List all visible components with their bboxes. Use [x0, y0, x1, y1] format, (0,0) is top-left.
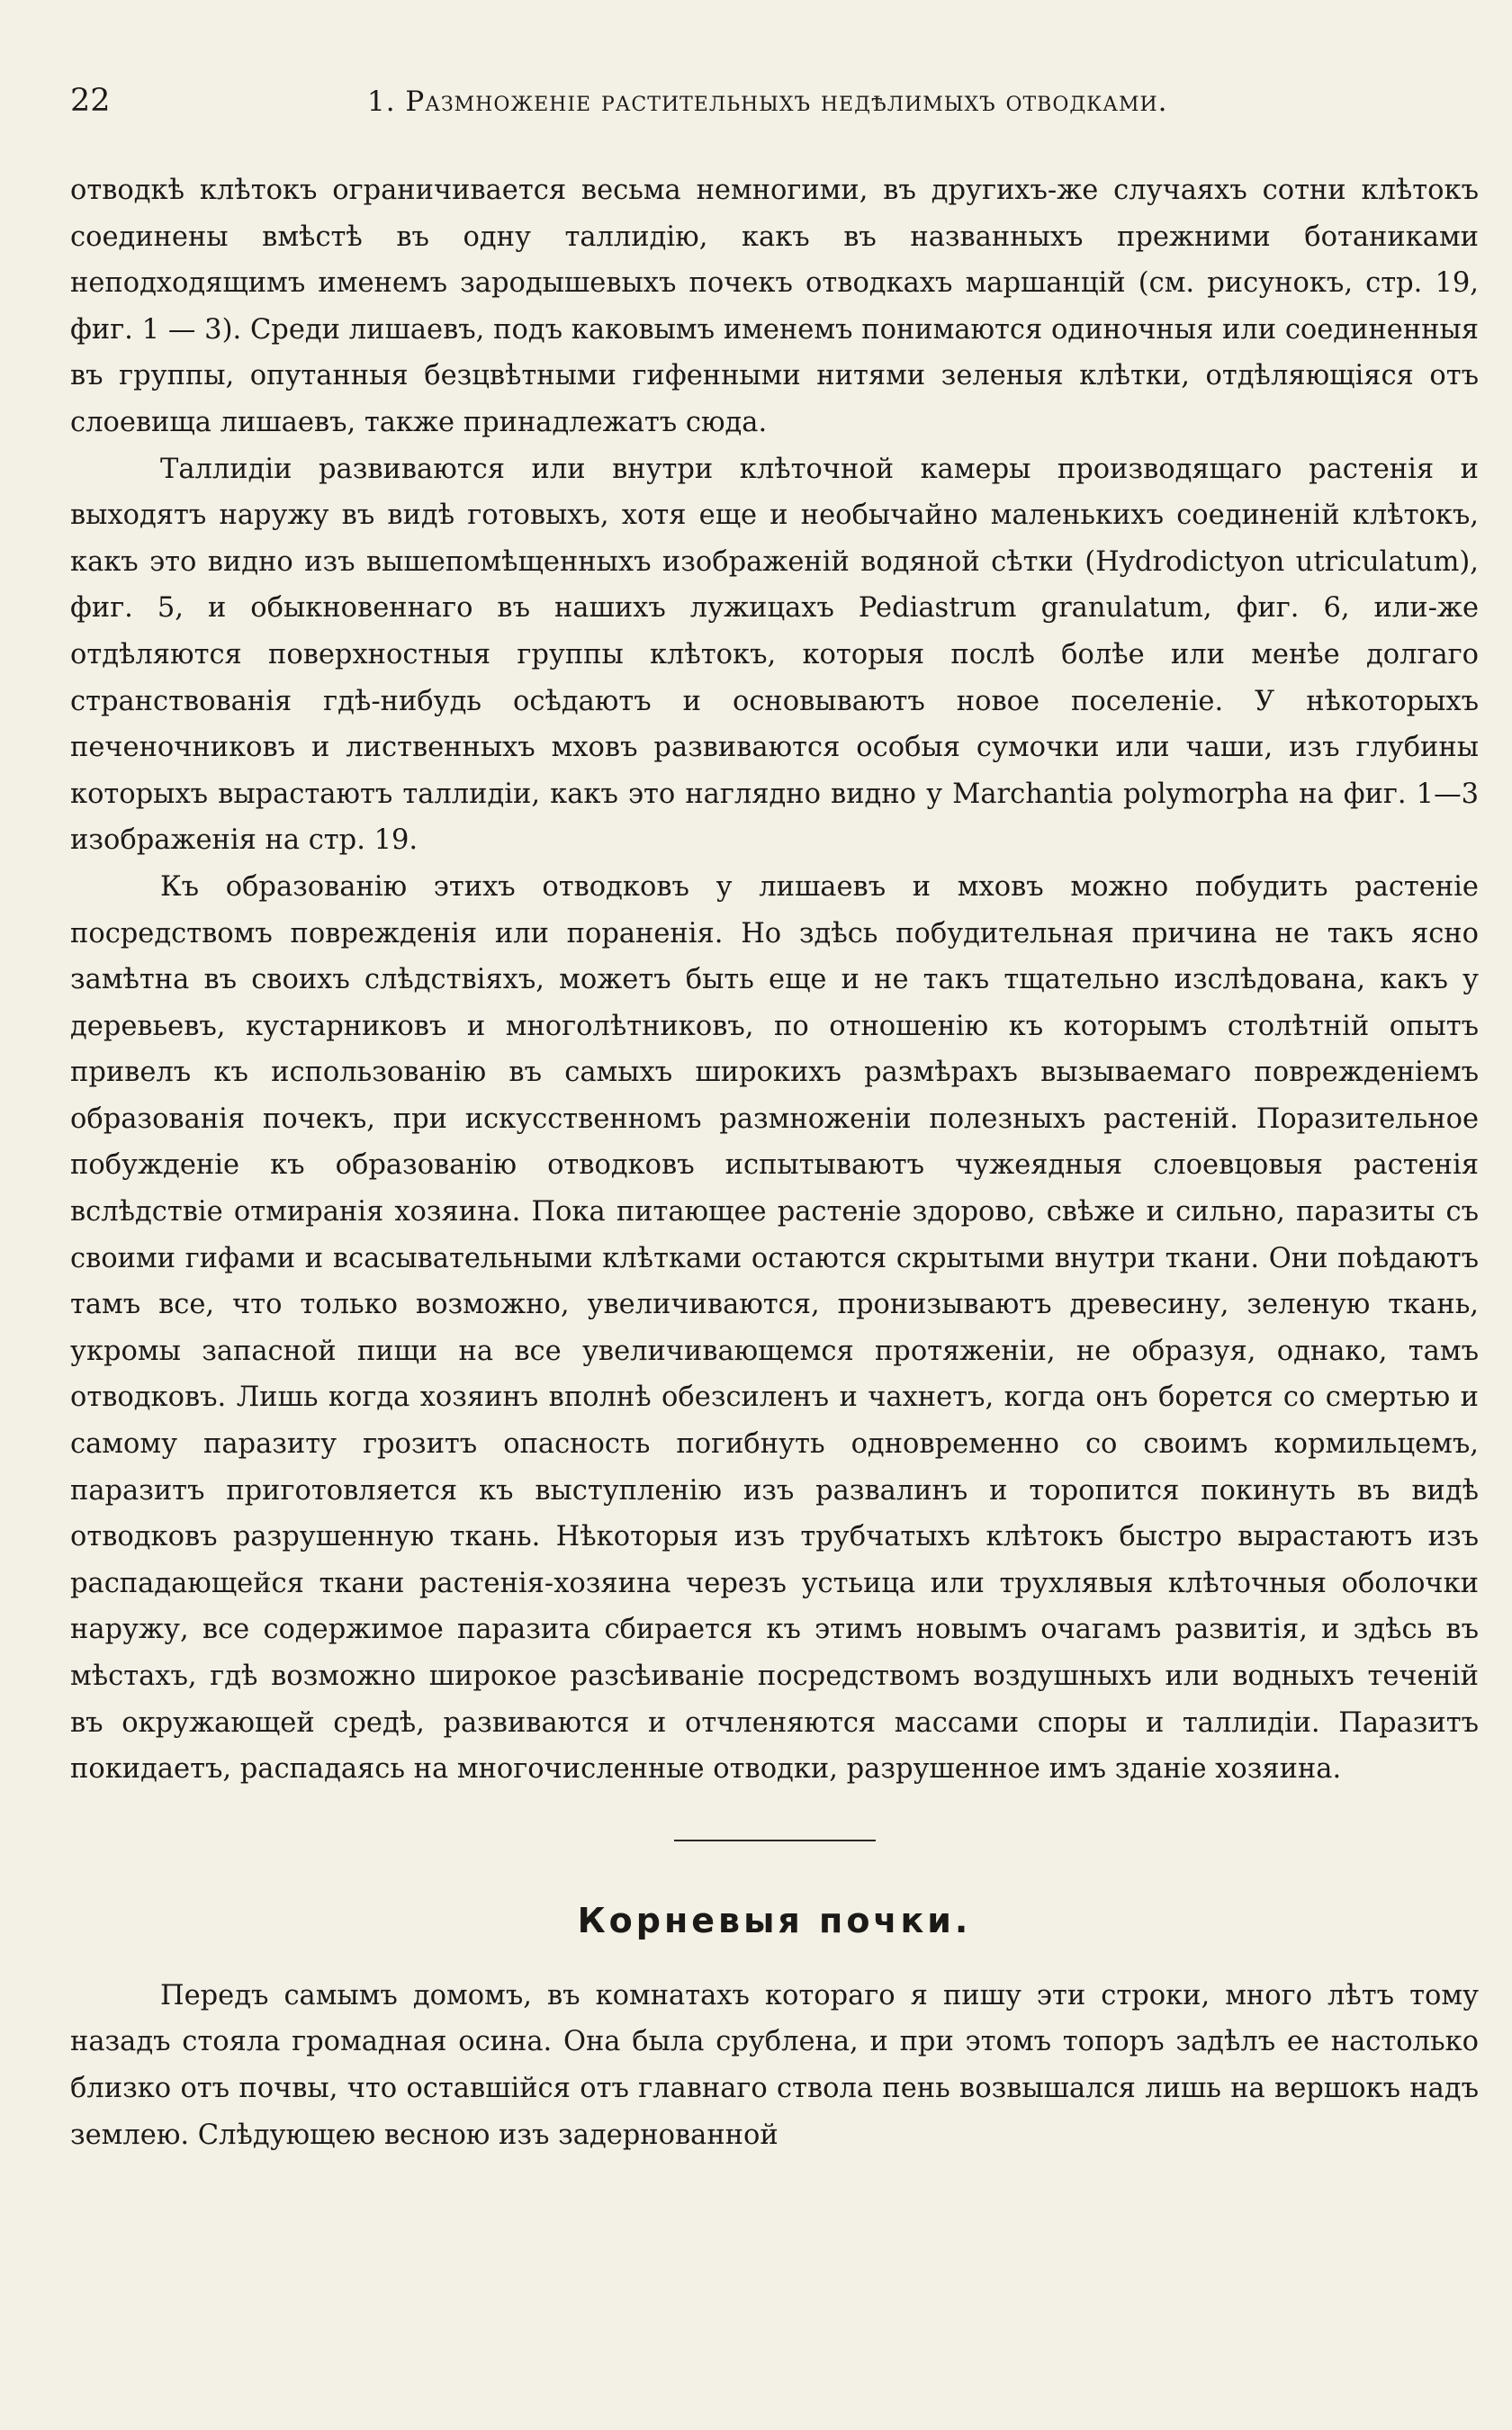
paragraph-tallidii: Таллидіи развиваются или внутри клѣточной камеры производящаго растенія и выходятъ наружу въ видѣ готовыхъ, хотя еще и необычайно маленькихъ соединеній клѣтокъ, какъ это видно изъ вышепомѣщенныхъ изображеній водяной сѣтки (Hydrodictyon utriculatum), фиг. 5, и обыкновеннаго въ нашихъ лужицахъ Pediastrum granulatum, фиг. 6, или-же отдѣляются поверхностныя группы клѣтокъ, которыя послѣ болѣе или менѣе долгаго странствованія гдѣ-нибудь осѣдаютъ и основываютъ новое поселеніе. У нѣкоторыхъ печеночниковъ и лиственныхъ мховъ развиваются особыя сумочки или чаши, изъ глубины которыхъ вырастаютъ таллидіи, какъ это наглядно видно у Marchantia polymorpha на фиг. 1—3 изображенія на стр. 19.	[70, 453, 1479, 857]
page-number: 22	[70, 83, 111, 119]
body-text	[70, 167, 1479, 1793]
paragraph-kornevye-pochki: Передъ самымъ домомъ, въ комнатахъ котораго я пишу эти строки, много лѣтъ тому назадъ стояла громадная осина. Она была срублена, и при этомъ топоръ задѣлъ ее настолько близко отъ почвы, что оставшійся отъ главнаго ствола пень возвышался лишь на вершокъ надъ землею. Слѣдующею весною изъ задернованной	[70, 1979, 1479, 2151]
book-page	[70, 83, 1479, 2158]
paragraph-otvodki: Къ образованію этихъ отводковъ у лишаевъ и мховъ можно побудить растеніе посредствомъ поврежденія или пораненія. Но здѣсь побудительная причина не такъ ясно замѣтна въ своихъ слѣдствіяхъ, можетъ быть еще и не такъ тщательно изслѣдована, какъ у деревьевъ, кустарниковъ и многолѣтниковъ, по отношенію къ которымъ столѣтній опытъ привелъ къ использованію въ самыхъ широкихъ размѣрахъ вызываемаго поврежденіемъ образованія почекъ, при искусственномъ размноженіи полезныхъ растеній. Поразительное побужденіе къ образованію отводковъ испытываютъ чужеядныя слоевцовыя растенія вслѣдствіе отмиранія хозяина. Пока питающее растеніе здорово, свѣже и сильно, паразиты съ своими гифами и всасывательными клѣтками остаются скрытыми внутри ткани. Они поѣдаютъ тамъ все, что только возможно, увеличиваются, пронизываютъ древесину, зеленую ткань, укромы запасной пищи на все увеличивающемся протяженіи, не образуя, однако, тамъ отводковъ. Лишь когда хозяинъ вполнѣ обезсиленъ и чахнетъ, когда онъ борется со смертью и самому паразиту грозитъ опасность погибнуть одновременно со своимъ кормильцемъ, паразитъ приготовляется къ выступленію изъ развалинъ и торопится покинуть въ видѣ отводковъ разрушенную ткань. Нѣкоторыя изъ трубчатыхъ клѣтокъ быстро вырастаютъ изъ распадающейся ткани растенія-хозяина черезъ устьица или трухлявыя клѣточныя оболочки наружу, все содержимое паразита сбирается къ этимъ новымъ очагамъ развитія, и здѣсь въ мѣстахъ, гдѣ возможно широкое разсѣиваніе посредствомъ воздушныхъ или водныхъ теченій въ окружающей средѣ, развиваются и отчленяются массами споры и таллидіи. Паразитъ покидаетъ, распадаясь на многочисленные отводки, разрушенное имъ зданіе хозяина.	[70, 870, 1479, 1786]
page-header	[70, 83, 1479, 137]
section-heading: Корневыя почки.	[577, 1900, 972, 1940]
running-title: 1. Размноженіе растительныхъ недѣлимыхъ отводками.	[367, 86, 1168, 118]
paragraph-continued: отводкѣ клѣтокъ ограничивается весьма немногими, въ другихъ-же случаяхъ сотни клѣтокъ соединены вмѣстѣ въ одну таллидію, какъ въ названныхъ прежними ботаниками неподходящимъ именемъ зародышевыхъ почекъ отводкахъ маршанцій (см. рисунокъ, стр. 19, фиг. 1 — 3). Среди лишаевъ, подъ каковымъ именемъ понимаются одиночныя или соединенныя въ группы, опутанныя безцвѣтными гифенными нитями зеленыя клѣтки, отдѣляющіяся отъ слоевища лишаевъ, также принадлежатъ сюда.	[70, 175, 1479, 438]
section-divider	[674, 1840, 876, 1841]
